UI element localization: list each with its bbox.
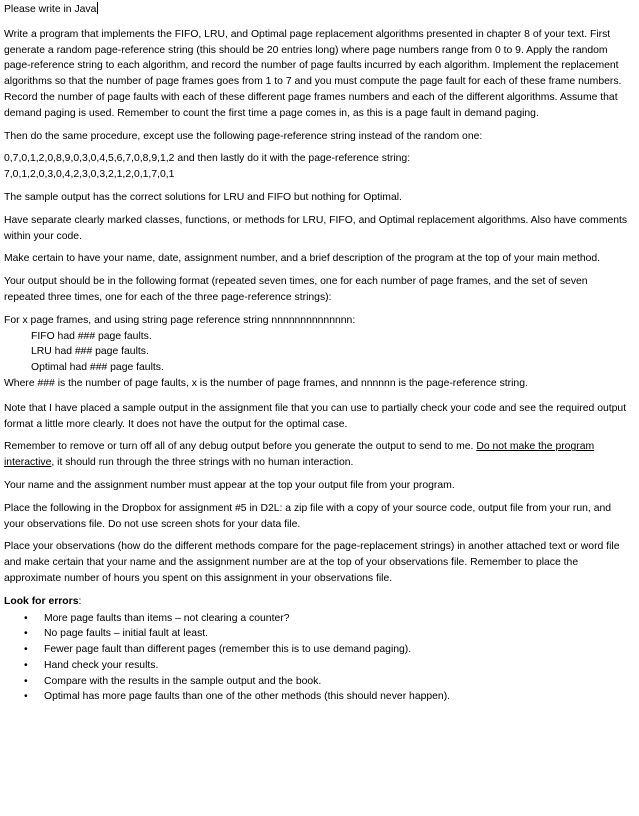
paragraph-requirements: Write a program that implements the FIFO, LRU, and Optimal page replacement algorithms presented in chapter 8 of your text. First generate a random page-reference string (this should be 20 entries long) where page numbers range from 0 to 9. Apply the random page-reference string to each algorithm, and record the number of page faults incurred by each algorithm. Implement the replacement algorithms so that the number of page frames goes from 1 to 7 and you must compute the page fault for each of these frame numbers. Record the number of page faults with each of these different page frames numbers and each of the different algorithms. Assume that demand paging is used. Remember to count the first time a page comes in, as this is a page fault in demand paging. <box>4 28 622 119</box>
format-fifo-line: FIFO had ### page faults. <box>31 330 152 342</box>
bullet-icon: • <box>24 659 28 671</box>
errors-list <box>4 611 628 706</box>
list-item: • Optimal has more page faults than one of the other methods (this should never happen). <box>4 689 628 705</box>
document-page <box>4 0 628 705</box>
paragraph-dropbox: Place the following in the Dropbox for assignment #5 in D2L: a zip file with a copy of your source code, output file from your run, and your observations file. Do not use screen shots for your data file. <box>4 502 612 530</box>
text-cursor <box>97 2 98 14</box>
paragraph-same-procedure: Then do the same procedure, except use the following page-reference string instead of the random one: <box>4 130 483 142</box>
paragraph-reference-string-2: 7,0,1,2,0,3,0,4,2,3,0,3,2,1,2,0,1,7,0,1 <box>4 169 175 181</box>
list-item: • Compare with the results in the sample output and the book. <box>4 674 628 690</box>
bullet-icon: • <box>24 675 28 687</box>
format-where-line: Where ### is the number of page faults, x is the number of page frames, and nnnnnn is the page-reference string. <box>4 377 528 389</box>
list-item: • No page faults – initial fault at least. <box>4 626 628 642</box>
paragraph-header-info: Make certain to have your name, date, assignment number, and a brief description of the program at the top of your main method. <box>4 253 601 265</box>
paragraph-sample-note: Note that I have placed a sample output in the assignment file that you can use to partially check your code and see the required output format a little more clearly. It does not have the output for the optimal case. <box>4 402 627 430</box>
document-title: Please write in Java <box>4 4 97 15</box>
bullet-icon: • <box>24 691 28 703</box>
list-item: • More page faults than items – not clearing a counter? <box>4 611 628 627</box>
format-intro-line: For x page frames, and using string page reference string nnnnnnnnnnnnnn: <box>4 314 356 326</box>
paragraph-reference-string-1: 0,7,0,1,2,0,8,9,0,3,0,4,5,6,7,0,8,9,1,2 and then lastly do it with the page-reference string: <box>4 153 411 165</box>
paragraph-observations: Place your observations (how do the different methods compare for the page-replacement strings) in another attached text or word file and make certain that your name and the assignment number are at the top of your observations file. Remember to place the approximate number of hours you spent on this assignment in your observations file. <box>4 541 620 584</box>
paragraph-separate-classes: Have separate clearly marked classes, functions, or methods for LRU, FIFO, and Optimal replacement algorithms. Also have comments within your code. <box>4 214 628 242</box>
paragraph-output-format: Your output should be in the following format (repeated seven times, one for each number of page frames, and the set of seven repeated three times, one for each of the three page-reference strings): <box>4 276 588 303</box>
paragraph-sample-output: The sample output has the correct solutions for LRU and FIFO but nothing for Optimal. <box>4 191 402 203</box>
format-lru-line: LRU had ### page faults. <box>31 346 149 358</box>
paragraph-name-assignment: Your name and the assignment number must appear at the top your output file from your program. <box>4 479 455 491</box>
underlined-warning: Do not make the program interactive <box>4 441 595 469</box>
bullet-icon: • <box>24 612 28 624</box>
format-optimal-line: Optimal had ### page faults. <box>31 362 164 374</box>
list-item: • Hand check your results. <box>4 658 628 674</box>
bullet-icon: • <box>24 628 28 640</box>
bullet-icon: • <box>24 644 28 656</box>
list-item: • Fewer page fault than different pages (remember this is to use demand paging). <box>4 642 628 658</box>
errors-heading: Look for errors: <box>4 595 82 607</box>
paragraph-debug-output: Remember to remove or turn off all of any debug output before you generate the output to send to me. Do not make the program interactive, it should run through the three strings with no human interaction. <box>4 441 595 469</box>
